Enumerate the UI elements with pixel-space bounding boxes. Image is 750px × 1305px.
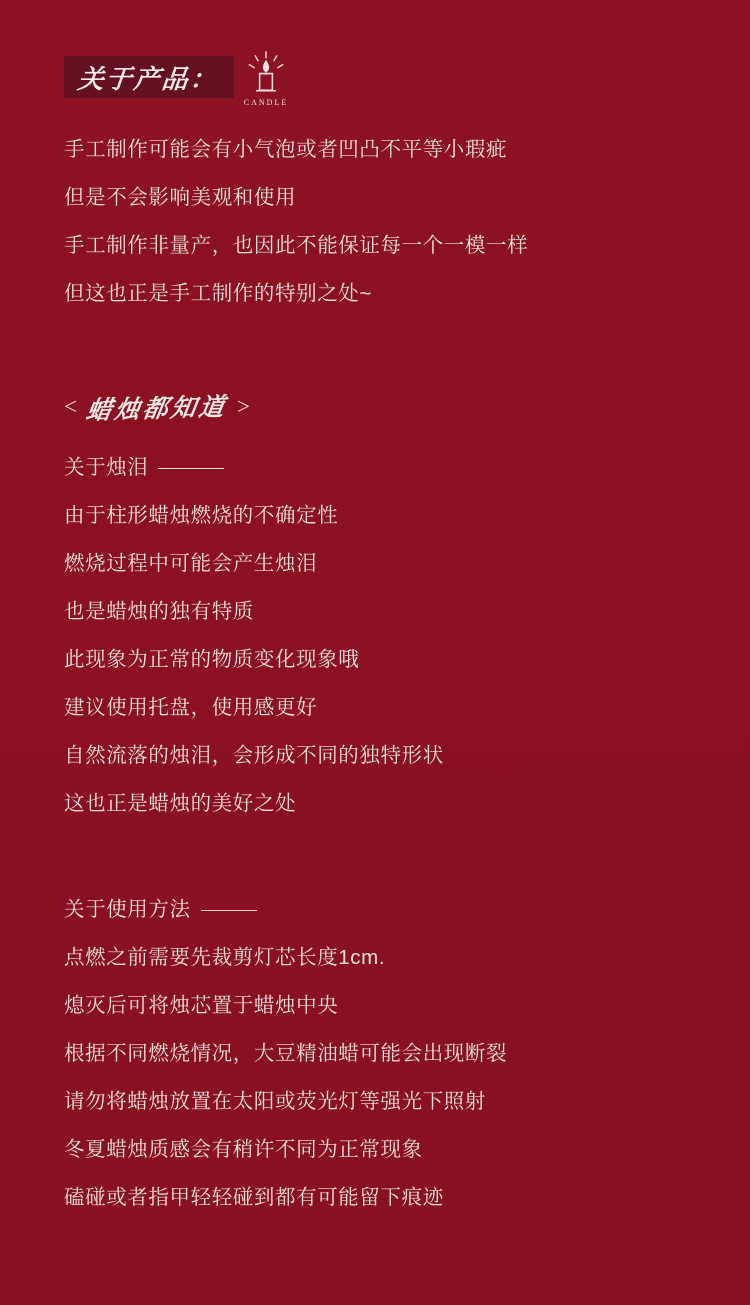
list-item: 也是蜡烛的独有特质 bbox=[64, 600, 254, 623]
list-item: 建议使用托盘，使用感更好 bbox=[64, 696, 318, 719]
list-item: 燃烧过程中可能会产生烛泪 bbox=[64, 552, 318, 575]
list-item: 但是不会影响美观和使用 bbox=[64, 186, 297, 209]
heading-rule bbox=[201, 910, 257, 911]
bracket-left: < bbox=[64, 394, 77, 419]
section-header-product bbox=[64, 50, 686, 107]
list-item: 熄灭后可将烛芯置于蜡烛中央 bbox=[64, 994, 339, 1017]
product-notes-list bbox=[64, 126, 686, 318]
section-header-candle-knowledge bbox=[64, 384, 686, 430]
group-heading bbox=[64, 444, 686, 492]
group-heading-label: 关于烛泪 bbox=[64, 456, 149, 479]
list-item: 磕碰或者指甲轻轻碰到都有可能留下痕迹 bbox=[64, 1186, 444, 1209]
list-item: 点燃之前需要先裁剪灯芯长度1cm. bbox=[64, 946, 386, 969]
list-item: 这也正是蜡烛的美好之处 bbox=[64, 792, 297, 815]
list-item: 手工制作非量产，也因此不能保证每一个一模一样 bbox=[64, 234, 529, 257]
list-item: 手工制作可能会有小气泡或者凹凸不平等小瑕疵 bbox=[64, 138, 508, 161]
list-item: 由于柱形蜡烛燃烧的不确定性 bbox=[64, 504, 339, 527]
heading-rule bbox=[158, 468, 224, 469]
list-item: 但这也正是手工制作的特别之处~ bbox=[64, 282, 372, 305]
list-item: 冬夏蜡烛质感会有稍许不同为正常现象 bbox=[64, 1138, 423, 1161]
page-title: 关于产品： bbox=[76, 64, 220, 94]
list-item: 此现象为正常的物质变化现象哦 bbox=[64, 648, 360, 671]
group-heading-label: 关于使用方法 bbox=[64, 898, 191, 921]
product-info-page bbox=[0, 50, 750, 1305]
group-candle-tears bbox=[64, 444, 686, 828]
list-item: 自然流落的烛泪，会形成不同的独特形状 bbox=[64, 744, 444, 767]
group-heading bbox=[64, 886, 686, 934]
list-item: 根据不同燃烧情况，大豆精油蜡可能会出现断裂 bbox=[64, 1042, 508, 1065]
list-item: 请勿将蜡烛放置在太阳或荧光灯等强光下照射 bbox=[64, 1090, 486, 1113]
candle-icon bbox=[236, 47, 296, 107]
section-title-plate bbox=[64, 56, 234, 98]
bracket-right: > bbox=[237, 394, 250, 419]
candle-badge-label: CANDLE bbox=[243, 98, 289, 107]
section-title: 蜡烛都知道 bbox=[84, 392, 230, 425]
group-usage bbox=[64, 886, 686, 1222]
